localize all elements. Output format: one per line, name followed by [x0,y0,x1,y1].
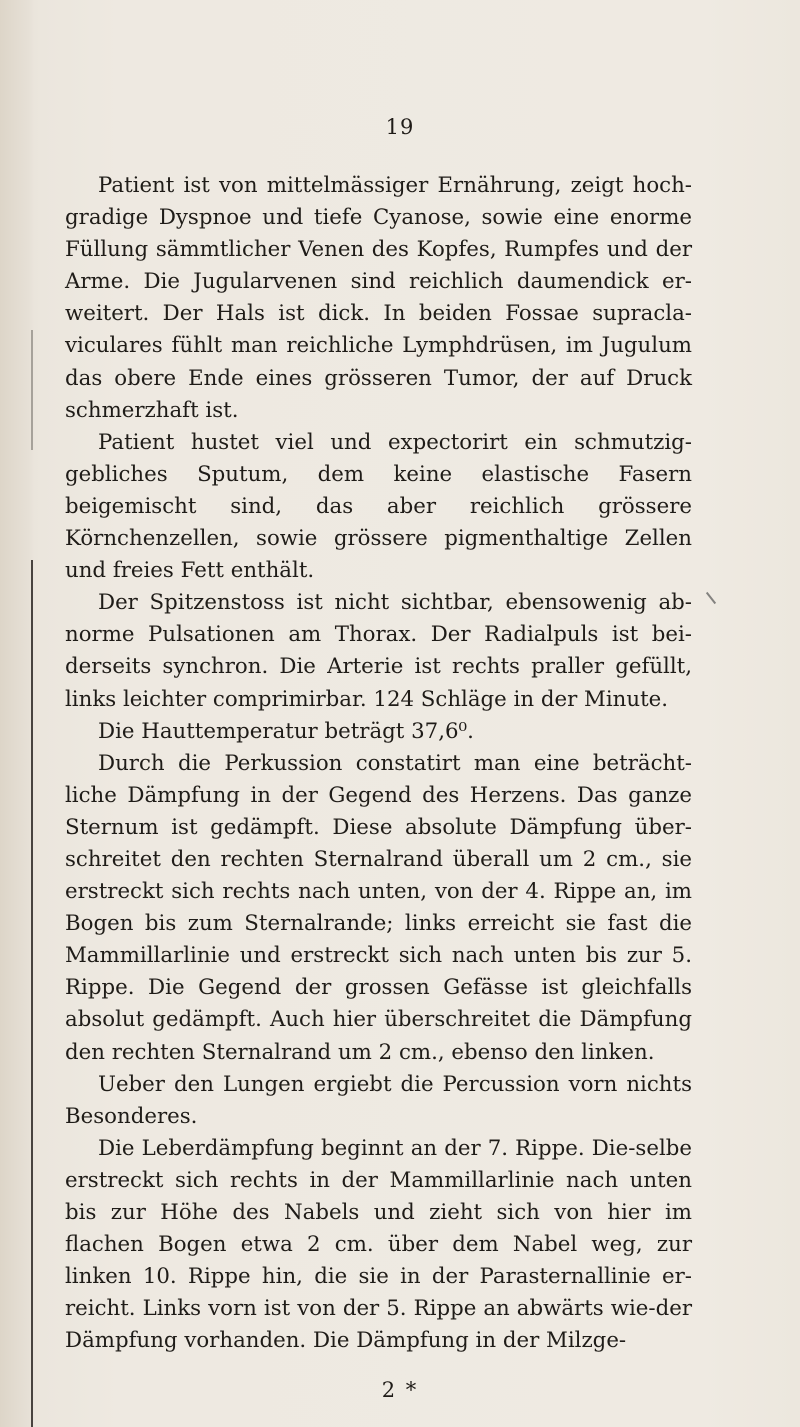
paragraph-percussion-heart: Durch die Perkussion constatirt man eine beträcht-liche Dämpfung in der Gegend des Herzens. Das ganze Sternum ist gedämpft. Diese absolute Dämpfung über-schreitet den rechten Sternalrand überall um 2 cm., sie erstreckt sich rechts nach unten, von der 4. Rippe an, im Bogen bis zum Sternalrande; links erreicht sie fast die Mammillarlinie und erstreckt sich nach unten bis zur 5. Rippe. Die Gegend der grossen Gefässe ist gleichfalls absolut gedämpft. Auch hier überschreitet die Dämpfung den rechten Sternalrand um 2 cm., ebenso den linken. [65,750,692,1065]
paragraph-general-condition: Patient ist von mittelmässiger Ernährung, zeigt hoch-gradige Dyspnoe und tiefe Cyanose, sowie eine enorme Füllung sämmtlicher Venen des Kopfes, Rumpfes und der Arme. Die Jugularvenen sind reichlich daumendick er-weitert. Der Hals ist dick. In beiden Fossae supracla-viculares fühlt man reichliche Lymphdrüsen, im Jugulum das obere Ende eines grösseren Tumor, der auf Druck schmerzhaft ist. [65,173,692,423]
paragraph-pulse: Der Spitzenstoss ist nicht sichtbar, ebensowenig ab-norme Pulsationen am Thorax. Der Radialpuls ist bei-derseits synchron. Die Arterie ist rechts praller gefüllt, links leichter comprimirbar. 124 Schläge in der Minute. [65,590,692,712]
signature-mark: 2 * [381,1378,419,1402]
page-edge-line-upper [31,330,33,450]
paragraph-lungs: Ueber den Lungen ergiebt die Percussion vorn nichts Besonderes. [65,1071,692,1129]
body-text [65,170,692,1357]
margin-pencil-mark [706,592,716,604]
page-edge-line [31,560,33,1427]
paragraph-sputum: Patient hustet viel und expectorirt ein schmutzig-gebliches Sputum, dem keine elastische Fasern beigemischt sind, das aber reichlich grössere Körnchenzellen, sowie grössere pigmenthaltige Zellen und freies Fett enthält. [65,429,692,584]
paragraph-liver: Die Leberdämpfung beginnt an der 7. Rippe. Die-selbe erstreckt sich rechts in der Mammillarlinie nach unten bis zur Höhe des Nabels und zieht sich von hier im flachen Bogen etwa 2 cm. über dem Nabel weg, zur linken 10. Rippe hin, die sie in der Parasternallinie er-reicht. Links vorn ist von der 5. Rippe an abwärts wie-der Dämpfung vorhanden. Die Dämpfung in der Milzge- [65,1135,692,1354]
page-number: 19 [385,115,415,139]
paragraph-temperature: Die Hauttemperatur beträgt 37,6⁰. [98,718,474,744]
page-gutter-shadow [0,0,34,1427]
